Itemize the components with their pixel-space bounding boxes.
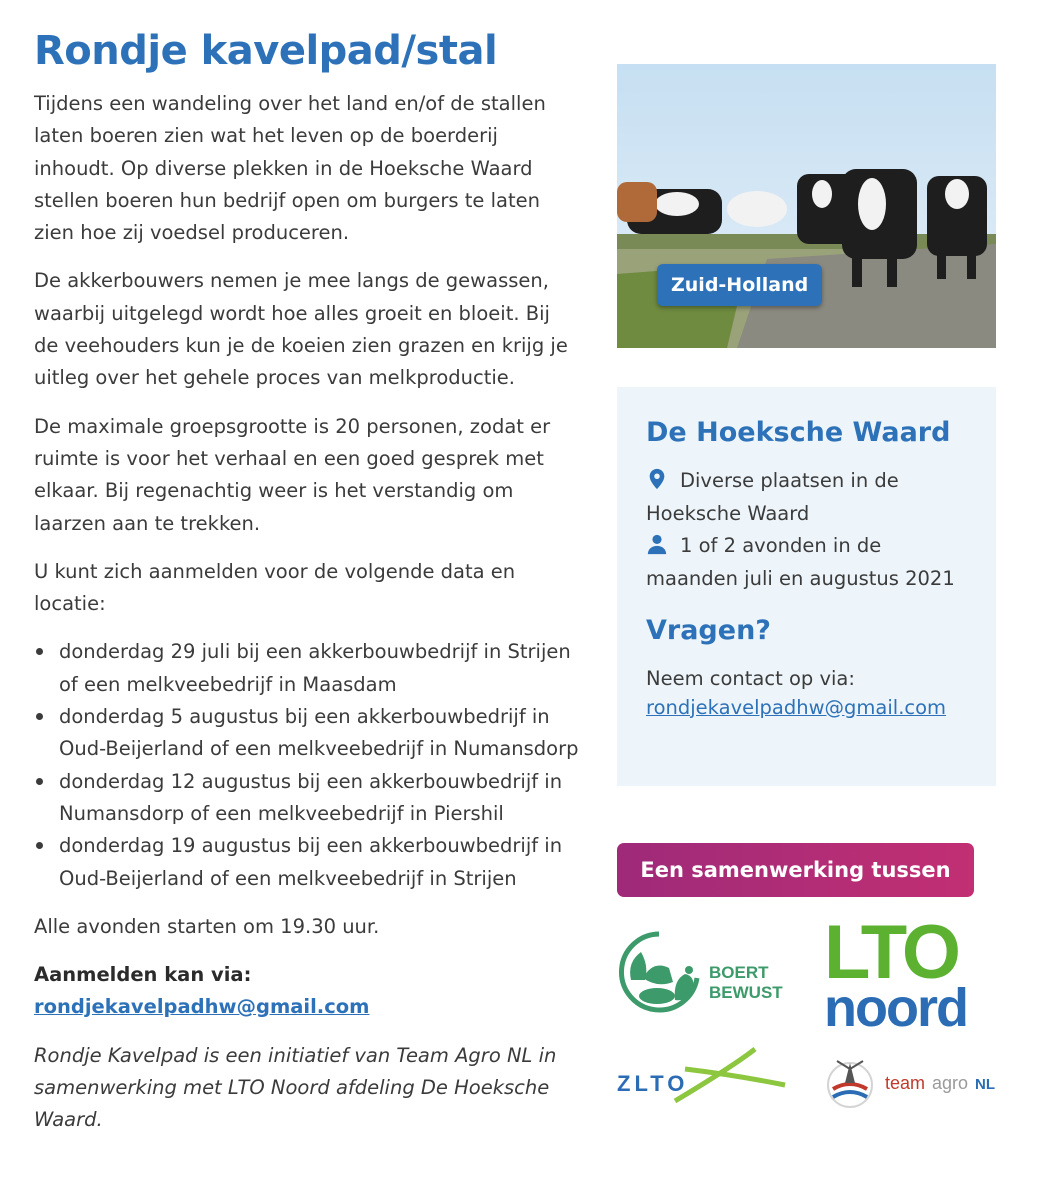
crops-paragraph: De akkerbouwers nemen je mee langs de gewassen, waarbij uitgelegd wordt hoe alles groeit en bloeit. Bij de veehouders kun je de koeien zien grazen en krijg je uitleg over het gehele proces van melkproductie.: [34, 269, 568, 390]
location-row: [646, 465, 967, 530]
date-text: donderdag 19 augustus bij een akkerbouwbedrijf in Oud-Beijerland of een melkveebedrijf in Strijen: [59, 834, 563, 890]
agro-text: agro: [932, 1073, 969, 1093]
lto-text: LTO: [824, 912, 957, 995]
initiative-text: Rondje Kavelpad is een initiatief van Team Agro NL in samenwerking met LTO Noord afdeling De Hoeksche Waard.: [34, 1043, 557, 1132]
bewust-text: BEWUST: [709, 983, 783, 1002]
info-box: [617, 387, 996, 786]
region-badge[interactable]: Zuid-Holland: [657, 264, 822, 306]
list-item: [34, 701, 579, 766]
lto-noord-icon: [822, 912, 997, 1032]
page-title: Rondje kavelpad/stal: [34, 28, 498, 74]
signup-line: [34, 959, 579, 1024]
location-text: Diverse plaatsen in de Hoeksche Waard: [646, 469, 899, 525]
date-text: donderdag 12 augustus bij een akkerbouwbedrijf in Numansdorp of een melkveebedrijf in Piershil: [59, 769, 563, 825]
contact-email-link[interactable]: rondjekavelpadhw@gmail.com: [646, 695, 947, 719]
main-content: [34, 26, 579, 1137]
nl-text: NL: [975, 1076, 995, 1093]
boert-bewust-icon: [617, 930, 792, 1014]
list-item: [34, 830, 579, 895]
signup-intro-paragraph: U kunt zich aanmelden voor de volgende data en locatie:: [34, 559, 516, 616]
zlto-text: ZLTO: [617, 1071, 689, 1096]
list-item: [34, 636, 579, 701]
team-agro-logo[interactable]: [825, 1055, 1000, 1111]
bullet-icon: [36, 648, 43, 655]
info-title: De Hoeksche Waard: [646, 417, 951, 448]
bullet-icon: [36, 842, 43, 849]
boert-text: BOERT: [709, 963, 769, 982]
date-text: donderdag 5 augustus bij een akkerbouwbedrijf in Oud-Beijerland of een melkveebedrijf in Numansdorp: [59, 705, 579, 761]
team-text: team: [885, 1073, 926, 1093]
team-agro-icon: [825, 1055, 1000, 1111]
participants-row: [646, 530, 967, 595]
date-text: donderdag 29 juli bij een akkerbouwbedrijf in Strijen of een melkveebedrijf in Maasdam: [59, 640, 571, 696]
contact-text: Neem contact op via:: [646, 667, 855, 690]
noord-text: noord: [824, 978, 967, 1032]
signup-email-link[interactable]: rondjekavelpadhw@gmail.com: [34, 995, 370, 1019]
lto-noord-logo[interactable]: [822, 912, 997, 1032]
person-icon: [646, 533, 668, 555]
signup-label: Aanmelden kan via:: [34, 963, 252, 987]
bullet-icon: [36, 713, 43, 720]
group-size-paragraph: De maximale groepsgrootte is 20 personen, zodat er ruimte is voor het verhaal en een goed gesprek met elkaar. Bij regenachtig weer is het verstandig om laarzen aan te trekken.: [34, 414, 551, 535]
start-time-text: Alle avonden starten om 19.30 uur.: [34, 914, 380, 938]
cooperation-banner: Een samenwerking tussen: [617, 843, 974, 897]
bullet-icon: [36, 778, 43, 785]
zlto-icon: [615, 1045, 790, 1107]
cows-photo: [617, 64, 996, 348]
questions-title: Vragen?: [646, 615, 771, 646]
participants-text: 1 of 2 avonden in de maanden juli en augustus 2021: [646, 534, 955, 590]
map-pin-icon: [646, 468, 668, 490]
list-item: [34, 766, 579, 831]
intro-paragraph: Tijdens een wandeling over het land en/of de stallen laten boeren zien wat het leven op de boerderij inhoudt. Op diverse plekken in de Hoeksche Waard stellen boeren hun bedrijf open om burgers te laten zien hoe zij voedsel produceren.: [34, 92, 546, 245]
zlto-logo[interactable]: [615, 1045, 790, 1107]
dates-list: [34, 636, 579, 894]
boert-bewust-logo[interactable]: [617, 930, 792, 1014]
